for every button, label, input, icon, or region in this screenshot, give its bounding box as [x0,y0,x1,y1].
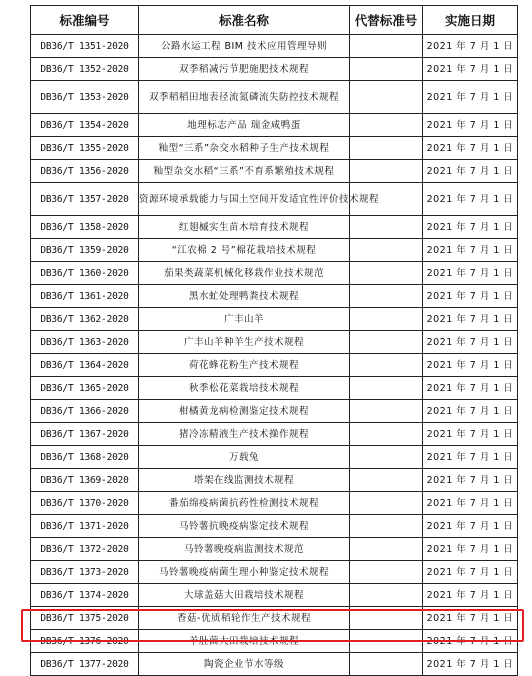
replaced-standard [350,331,423,354]
replaced-standard [350,81,423,114]
standard-code: DB36/T 1368-2020 [31,446,139,469]
implementation-date: 2021 年 7 月 1 日 [423,515,518,538]
standard-code: DB36/T 1358-2020 [31,216,139,239]
table-row [31,423,518,446]
implementation-date: 2021 年 7 月 1 日 [423,308,518,331]
replaced-standard [350,653,423,676]
standard-name: 双季稻稻田地表径流氮磷流失防控技术规程 [139,81,350,114]
table-row [31,515,518,538]
table-row [31,538,518,561]
standard-name: 籼型杂交水稻“三系”不育系繁殖技术规程 [139,160,350,183]
standard-name: 公路水运工程 BIM 技术应用管理导则 [139,35,350,58]
standard-code: DB36/T 1355-2020 [31,137,139,160]
standard-code: DB36/T 1361-2020 [31,285,139,308]
replaced-standard [350,423,423,446]
header-name: 标准名称 [139,6,350,35]
implementation-date: 2021 年 7 月 1 日 [423,653,518,676]
replaced-standard [350,377,423,400]
replaced-standard [350,446,423,469]
standard-name: 广丰山羊 [139,308,350,331]
replaced-standard [350,308,423,331]
standard-code: DB36/T 1359-2020 [31,239,139,262]
table-row [31,492,518,515]
table-row [31,183,518,216]
implementation-date: 2021 年 7 月 1 日 [423,584,518,607]
table-row [31,469,518,492]
implementation-date: 2021 年 7 月 1 日 [423,58,518,81]
standard-name: 籼型“三系”杂交水稻种子生产技术规程 [139,137,350,160]
implementation-date: 2021 年 7 月 1 日 [423,607,518,630]
table-row [31,308,518,331]
standard-name: 马铃薯抗晚疫病鉴定技术规程 [139,515,350,538]
standard-code: DB36/T 1352-2020 [31,58,139,81]
replaced-standard [350,137,423,160]
header-code: 标准编号 [31,6,139,35]
table-row [31,446,518,469]
table-row [31,354,518,377]
standard-name: 猪冷冻精液生产技术操作规程 [139,423,350,446]
replaced-standard [350,492,423,515]
standard-code: DB36/T 1369-2020 [31,469,139,492]
standard-name: 广丰山羊种羊生产技术规程 [139,331,350,354]
implementation-date: 2021 年 7 月 1 日 [423,35,518,58]
header-replaces: 代替标准号 [350,6,423,35]
standard-name: 资源环境承载能力与国土空间开发适宜性评价技术规程 [139,183,350,216]
standard-name: 马铃薯晚疫病监测技术规范 [139,538,350,561]
standard-name: 香菇-优质稻轮作生产技术规程 [139,607,350,630]
standard-name: 马铃薯晚疫病菌生理小种鉴定技术规程 [139,561,350,584]
standard-code: DB36/T 1375-2020 [31,607,139,630]
replaced-standard [350,35,423,58]
standard-name: 黑水虻处理鸭粪技术规程 [139,285,350,308]
standard-name: 陶瓷企业节水等级 [139,653,350,676]
table-row [31,81,518,114]
table-row [31,561,518,584]
standard-code: DB36/T 1357-2020 [31,183,139,216]
standard-code: DB36/T 1370-2020 [31,492,139,515]
replaced-standard [350,400,423,423]
table-row [31,216,518,239]
header-row [31,6,518,35]
standard-name: 塔架在线监测技术规程 [139,469,350,492]
replaced-standard [350,114,423,137]
implementation-date: 2021 年 7 月 1 日 [423,160,518,183]
standard-name: 万载兔 [139,446,350,469]
standard-code: DB36/T 1366-2020 [31,400,139,423]
replaced-standard [350,584,423,607]
standard-code: DB36/T 1372-2020 [31,538,139,561]
implementation-date: 2021 年 7 月 1 日 [423,400,518,423]
table-row [31,331,518,354]
standard-name: 荷花蜂花粉生产技术规程 [139,354,350,377]
standard-code: DB36/T 1374-2020 [31,584,139,607]
standard-name: 地理标志产品 瑞金咸鸭蛋 [139,114,350,137]
replaced-standard [350,469,423,492]
table-row [31,653,518,676]
standard-name: 双季稻减污节肥施肥技术规程 [139,58,350,81]
replaced-standard [350,515,423,538]
table-row [31,584,518,607]
replaced-standard [350,58,423,81]
table-body [31,35,518,676]
standard-code: DB36/T 1365-2020 [31,377,139,400]
standard-code: DB36/T 1353-2020 [31,81,139,114]
table-row [31,285,518,308]
highlight-box [21,609,524,642]
replaced-standard [350,216,423,239]
implementation-date: 2021 年 7 月 1 日 [423,262,518,285]
standard-name: 茄果类蔬菜机械化移栽作业技术规范 [139,262,350,285]
implementation-date: 2021 年 7 月 1 日 [423,239,518,262]
standard-code: DB36/T 1371-2020 [31,515,139,538]
table-row [31,160,518,183]
implementation-date: 2021 年 7 月 1 日 [423,137,518,160]
standard-name: “江农棉 2 号”棉花栽培技术规程 [139,239,350,262]
replaced-standard [350,354,423,377]
standard-code: DB36/T 1376-2020 [31,630,139,653]
standard-name: 大球盖菇大田栽培技术规程 [139,584,350,607]
implementation-date: 2021 年 7 月 1 日 [423,538,518,561]
replaced-standard [350,561,423,584]
implementation-date: 2021 年 7 月 1 日 [423,81,518,114]
standard-code: DB36/T 1377-2020 [31,653,139,676]
implementation-date: 2021 年 7 月 1 日 [423,469,518,492]
table-row [31,400,518,423]
standard-code: DB36/T 1367-2020 [31,423,139,446]
implementation-date: 2021 年 7 月 1 日 [423,492,518,515]
standard-code: DB36/T 1362-2020 [31,308,139,331]
table-row [31,35,518,58]
standard-code: DB36/T 1364-2020 [31,354,139,377]
header-date: 实施日期 [423,6,518,35]
standard-name: 番茄绵疫病菌抗药性检测技术规程 [139,492,350,515]
table-row [31,239,518,262]
replaced-standard [350,160,423,183]
replaced-standard [350,262,423,285]
standard-name: 红翅槭实生苗木培育技术规程 [139,216,350,239]
implementation-date: 2021 年 7 月 1 日 [423,561,518,584]
implementation-date: 2021 年 7 月 1 日 [423,216,518,239]
implementation-date: 2021 年 7 月 1 日 [423,446,518,469]
standard-name: 羊肚菌大田栽培技术规程 [139,630,350,653]
implementation-date: 2021 年 7 月 1 日 [423,354,518,377]
standard-code: DB36/T 1354-2020 [31,114,139,137]
standard-name: 柑橘黄龙病检测鉴定技术规程 [139,400,350,423]
table-row [31,377,518,400]
standard-code: DB36/T 1360-2020 [31,262,139,285]
implementation-date: 2021 年 7 月 1 日 [423,114,518,137]
standard-code: DB36/T 1373-2020 [31,561,139,584]
replaced-standard [350,285,423,308]
standard-code: DB36/T 1351-2020 [31,35,139,58]
replaced-standard [350,239,423,262]
replaced-standard [350,538,423,561]
standards-table [30,5,518,676]
table-row [31,58,518,81]
implementation-date: 2021 年 7 月 1 日 [423,183,518,216]
table-row [31,262,518,285]
implementation-date: 2021 年 7 月 1 日 [423,377,518,400]
standard-code: DB36/T 1363-2020 [31,331,139,354]
implementation-date: 2021 年 7 月 1 日 [423,423,518,446]
table-row [31,137,518,160]
table-row [31,114,518,137]
standard-code: DB36/T 1356-2020 [31,160,139,183]
standard-name: 秋季松花菜栽培技术规程 [139,377,350,400]
implementation-date: 2021 年 7 月 1 日 [423,630,518,653]
implementation-date: 2021 年 7 月 1 日 [423,285,518,308]
implementation-date: 2021 年 7 月 1 日 [423,331,518,354]
